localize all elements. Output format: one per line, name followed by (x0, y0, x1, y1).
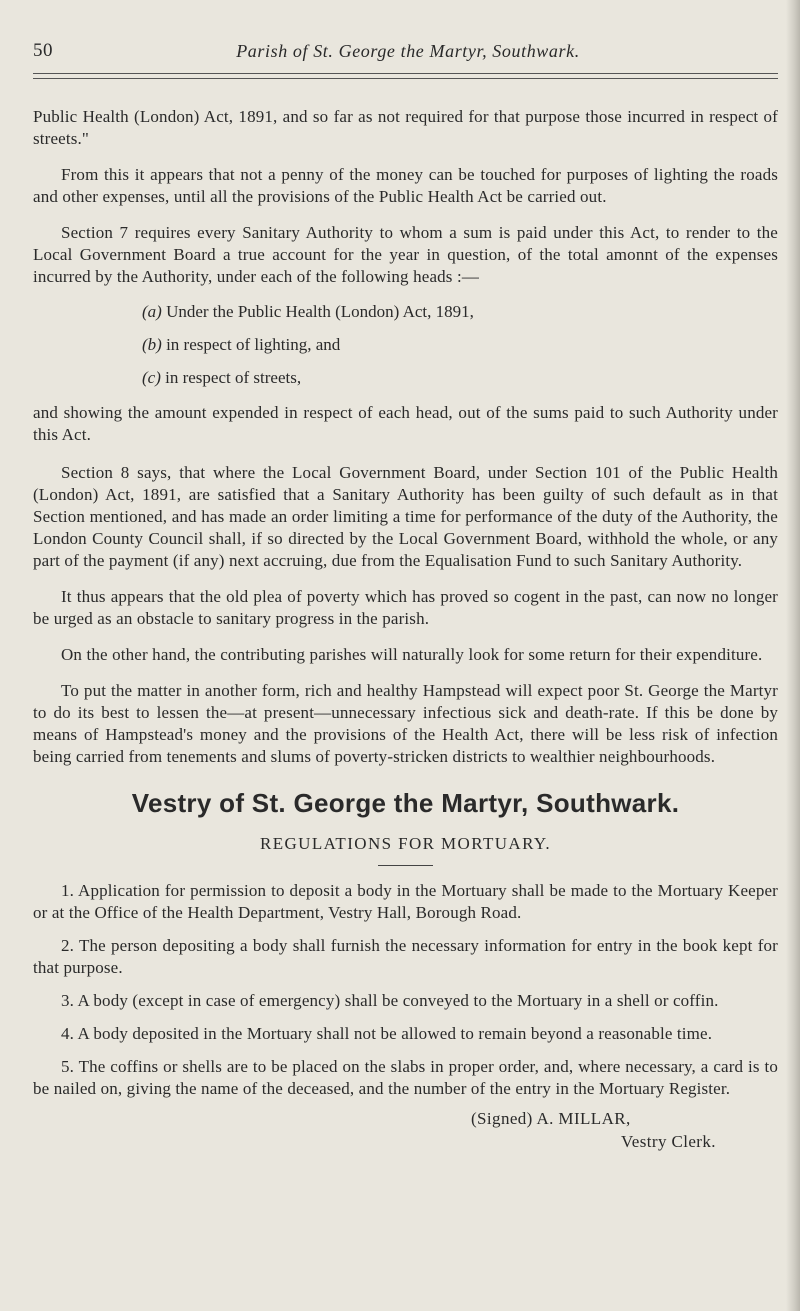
short-divider (378, 865, 433, 866)
page-body (33, 106, 778, 1156)
list-marker: (c) (142, 368, 161, 387)
signed-title: Vestry Clerk. (621, 1132, 716, 1151)
list-text: in respect of streets, (165, 368, 302, 387)
paragraph: Section 7 requires every Sanitary Authority to whom a sum is paid under this Act, to render to the Local Government Board a true account for the year in question, of the total amonnt of the expenses incurred by the Authority, under each of the following heads :— (33, 223, 778, 286)
page-edge-shadow (786, 0, 800, 1311)
signed-name: (Signed) A. MILLAR, (471, 1109, 631, 1128)
page-header (33, 40, 783, 64)
signature-block (33, 1108, 778, 1156)
list-text: Under the Public Health (London) Act, 1891, (166, 302, 474, 321)
header-double-rule (33, 73, 778, 79)
paragraph: Section 8 says, that where the Local Government Board, under Section 101 of the Public Health (London) Act, 1891, are satisfied that a Sanitary Authority has been guilty of such default as in that Section mentioned, and has made an order limiting a time for performance of the duty of the Authority, the London County Council shall, if so directed by the Local Government Board, withhold the whole, or any part of the payment (if any) next accruing, due from the Equalisation Fund to such Sanitary Authority. (33, 463, 778, 570)
paragraph: From this it appears that not a penny of the money can be touched for purposes of lighting the roads and other expenses, until all the provisions of the Public Health Act be carried out. (33, 165, 778, 206)
paragraph-continuation: Public Health (London) Act, 1891, and so far as not required for that purpose those incurred in respect of streets." (33, 107, 778, 148)
regulation-item: 2. The person depositing a body shall furnish the necessary information for entry in the book kept for that purpose. (33, 936, 778, 977)
section-subheading: REGULATIONS FOR MORTUARY. (259, 834, 552, 853)
list-marker: (a) (142, 302, 162, 321)
regulation-item: 1. Application for permission to deposit a body in the Mortuary shall be made to the Mortuary Keeper or at the Office of the Health Department, Vestry Hall, Borough Road. (33, 881, 778, 922)
list-item (142, 301, 778, 323)
list-marker: (b) (142, 335, 162, 354)
paragraph: To put the matter in another form, rich and healthy Hampstead will expect poor St. George the Martyr to do its best to lessen the—at present—unnecessary infectious sick and death-rate. If this be done by means of Hampstead's money and the provisions of the Health Act, there will be less risk of infection being carried from tenements and slums of poverty-stricken districts to wealthier neighbourhoods. (33, 681, 778, 766)
paragraph: and showing the amount expended in respect of each head, out of the sums paid to such Authority under this Act. (33, 403, 778, 444)
regulation-item: 3. A body (except in case of emergency) shall be conveyed to the Mortuary in a shell or coffin. (61, 991, 719, 1010)
list-item (142, 334, 778, 356)
regulation-item: 5. The coffins or shells are to be placed on the slabs in proper order, and, where necessary, a card is to be nailed on, giving the name of the deceased, and the number of the entry in the Mortuary Register. (33, 1057, 778, 1098)
paragraph: On the other hand, the contributing parishes will naturally look for some return for their expenditure. (61, 645, 763, 664)
regulation-item: 4. A body deposited in the Mortuary shall not be allowed to remain beyond a reasonable time. (61, 1024, 713, 1043)
list-item (142, 367, 778, 389)
paragraph: It thus appears that the old plea of poverty which has proved so cogent in the past, can now no longer be urged as an obstacle to sanitary progress in the parish. (33, 587, 778, 628)
section-heading: Vestry of St. George the Martyr, Southwark. (131, 788, 680, 818)
running-title: Parish of St. George the Martyr, Southwark. (236, 41, 580, 61)
list-text: in respect of lighting, and (166, 335, 341, 354)
page-number: 50 (33, 40, 53, 61)
